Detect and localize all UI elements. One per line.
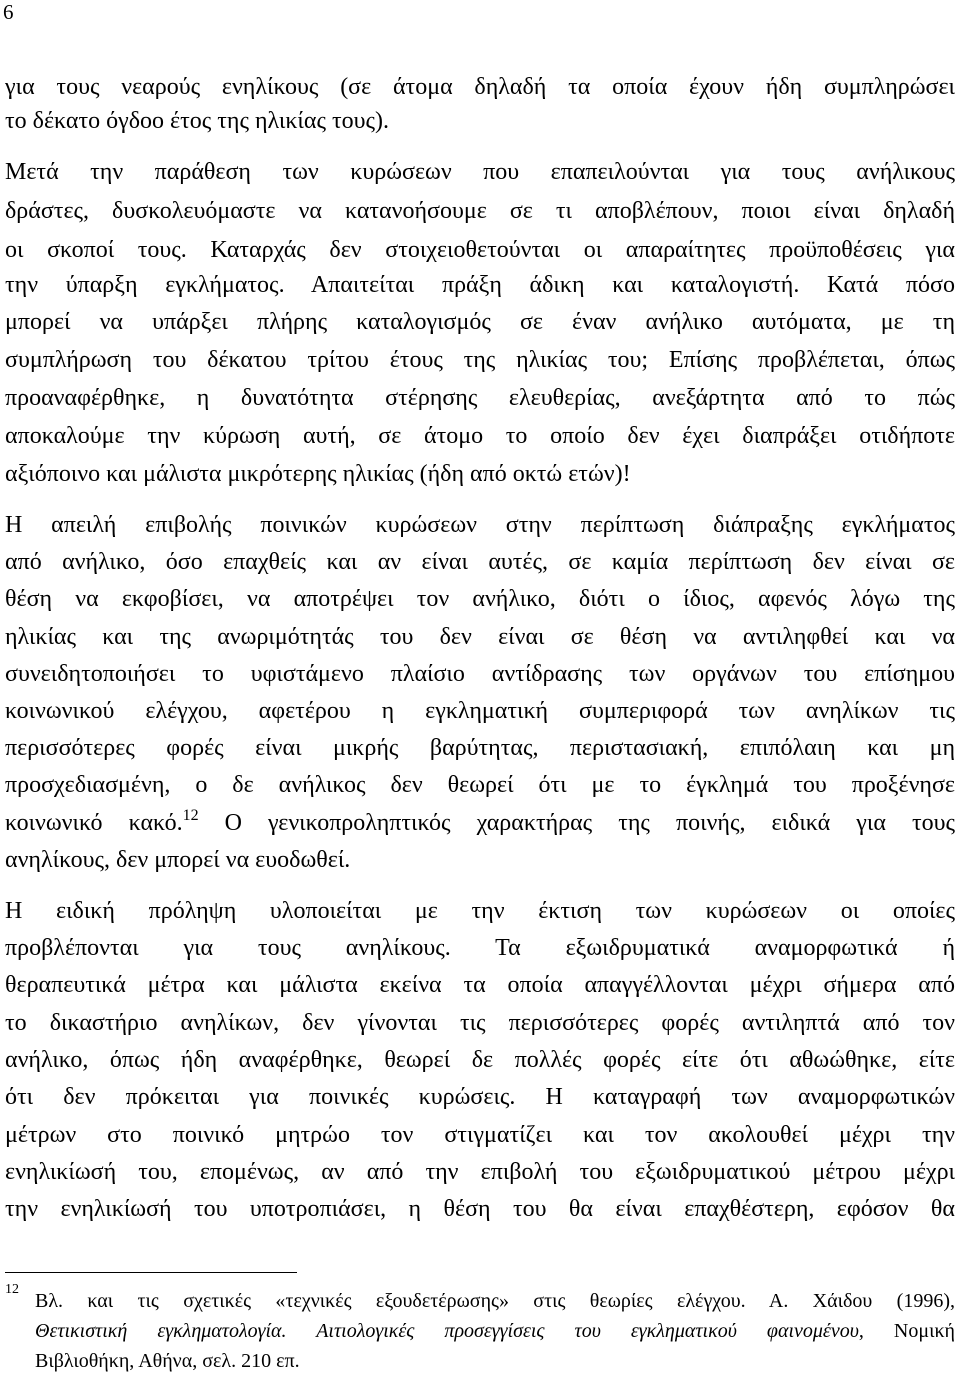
text-line: ανηλίκους, δεν μπορεί να ευοδωθεί. — [5, 847, 351, 873]
text-segment: Ο γενικοπροληπτικός χαρακτήρας της ποινής, ειδικά για τους — [224, 810, 956, 836]
footnote-separator — [5, 1272, 297, 1273]
text-line: Μετά την παράθεση των κυρώσεων που επαπειλούνται για τους ανήλικους — [5, 159, 955, 185]
footnote-line — [35, 1318, 955, 1344]
text-line: κοινωνικού ελέγχου, αφετέρου η εγκληματική συμπεριφορά των ανηλίκων τις — [5, 698, 955, 724]
text-line: ανήλικο, όπως ήδη αναφέρθηκε, θεωρεί δε πολλές φορές είτε ότι αθωώθηκε, είτε — [5, 1047, 955, 1073]
text-line: από ανήλικο, όσο επαχθείς και αν είναι αυτές, σε καμία περίπτωση δεν είναι σε — [5, 549, 955, 575]
text-line: το δέκατο όγδοο έτος της ηλικίας τους). — [5, 108, 389, 134]
text-line: προσχεδιασμένη, ο δε ανήλικος δεν θεωρεί ότι με το έγκλημά του προξένησε — [5, 772, 955, 798]
text-line: αποκαλούμε την κύρωση αυτή, σε άτομο το οποίο δεν έχει διαπράξει οτιδήποτε — [5, 423, 955, 449]
text-segment: κοινωνικό κακό. — [5, 810, 183, 836]
text-line: το δικαστήριο ανηλίκων, δεν γίνονται τις περισσότερες φορές αντιληπτά από τον — [5, 1010, 955, 1036]
footnote-marker: 12 — [5, 1282, 19, 1297]
text-line: την ύπαρξη εγκλήματος. Απαιτείται πράξη άδικη και καταλογιστή. Κατά πόσο — [5, 272, 955, 298]
text-line: προαναφέρθηκε, η δυνατότητα στέρησης ελευθερίας, ανεξάρτητα από το πώς — [5, 385, 955, 411]
text-line: συμπλήρωση του δέκατου τρίτου έτους της ηλικίας του; Επίσης προβλέπεται, όπως — [5, 347, 955, 373]
text-line-with-footnote — [5, 806, 955, 840]
text-line: την ενηλικίωσή του υποτροπιάσει, η θέση του θα είναι επαχθέστερη, εφόσον θα — [5, 1196, 955, 1222]
footnote-line: Βιβλιοθήκη, Αθήνα, σελ. 210 επ. — [35, 1350, 300, 1372]
text-line: θέση να εκφοβίσει, να αποτρέψει τον ανήλικο, διότι ο ίδιος, αφενός λόγω της — [5, 586, 955, 612]
footnote-reference: 12 — [182, 807, 199, 824]
text-line: Η απειλή επιβολής ποινικών κυρώσεων στην περίπτωση διάπραξης εγκλήματος — [5, 512, 955, 538]
text-line: ηλικίας και της ανωριμότητάς του δεν είναι σε θέση να αντιληφθεί και να — [5, 624, 955, 650]
text-line: προβλέπονται για τους ανηλίκους. Τα εξωιδρυματικά αναμορφωτικά ή — [5, 935, 955, 961]
page-number: 6 — [3, 0, 14, 24]
text-line: μέτρων στο ποινικό μητρώο τον στιγματίζει και τον ακολουθεί μέχρι την — [5, 1122, 955, 1148]
text-line: δράστες, δυσκολευόμαστε να κατανοήσουμε σε τι αποβλέπουν, ποιοι είναι δηλαδή — [5, 198, 955, 224]
text-line: οι σκοποί τους. Καταρχάς δεν στοιχειοθετούνται οι απαραίτητες προϋποθέσεις για — [5, 237, 955, 263]
citation-title: Θετικιστική εγκληματολογία. Αιτιολογικές προσεγγίσεις του εγκληματικού φαινομένου — [35, 1320, 859, 1342]
citation-publisher: , Νομική — [858, 1320, 955, 1342]
text-line: ενηλικίωσή του, επομένως, αν από την επιβολή του εξωιδρυματικού μέτρου μέχρι — [5, 1159, 955, 1185]
text-line: μπορεί να υπάρξει πλήρης καταλογισμός σε έναν ανήλικο αυτόματα, με τη — [5, 309, 955, 335]
text-line: αξιόποινο και μάλιστα μικρότερης ηλικίας (ήδη από οκτώ ετών)! — [5, 461, 631, 487]
footnote-line: Βλ. και τις σχετικές «τεχνικές εξουδετέρωσης» στις θεωρίες ελέγχου. Α. Χάιδου (1996), — [35, 1290, 955, 1312]
text-line: ότι δεν πρόκειται για ποινικές κυρώσεις. Η καταγραφή των αναμορφωτικών — [5, 1084, 955, 1110]
text-line: Η ειδική πρόληψη υλοποιείται με την έκτιση των κυρώσεων οι οποίες — [5, 898, 955, 924]
text-line: θεραπευτικά μέτρα και μάλιστα εκείνα τα οποία απαγγέλλονται μέχρι σήμερα από — [5, 972, 955, 998]
text-line: συνειδητοποιήσει το υφιστάμενο πλαίσιο αντίδρασης των οργάνων του επίσημου — [5, 661, 955, 687]
text-line: περισσότερες φορές είναι μικρής βαρύτητας, περιστασιακή, επιπόλαιη και μη — [5, 735, 955, 761]
text-line: για τους νεαρούς ενηλίκους (σε άτομα δηλαδή τα οποία έχουν ήδη συμπληρώσει — [5, 74, 955, 100]
